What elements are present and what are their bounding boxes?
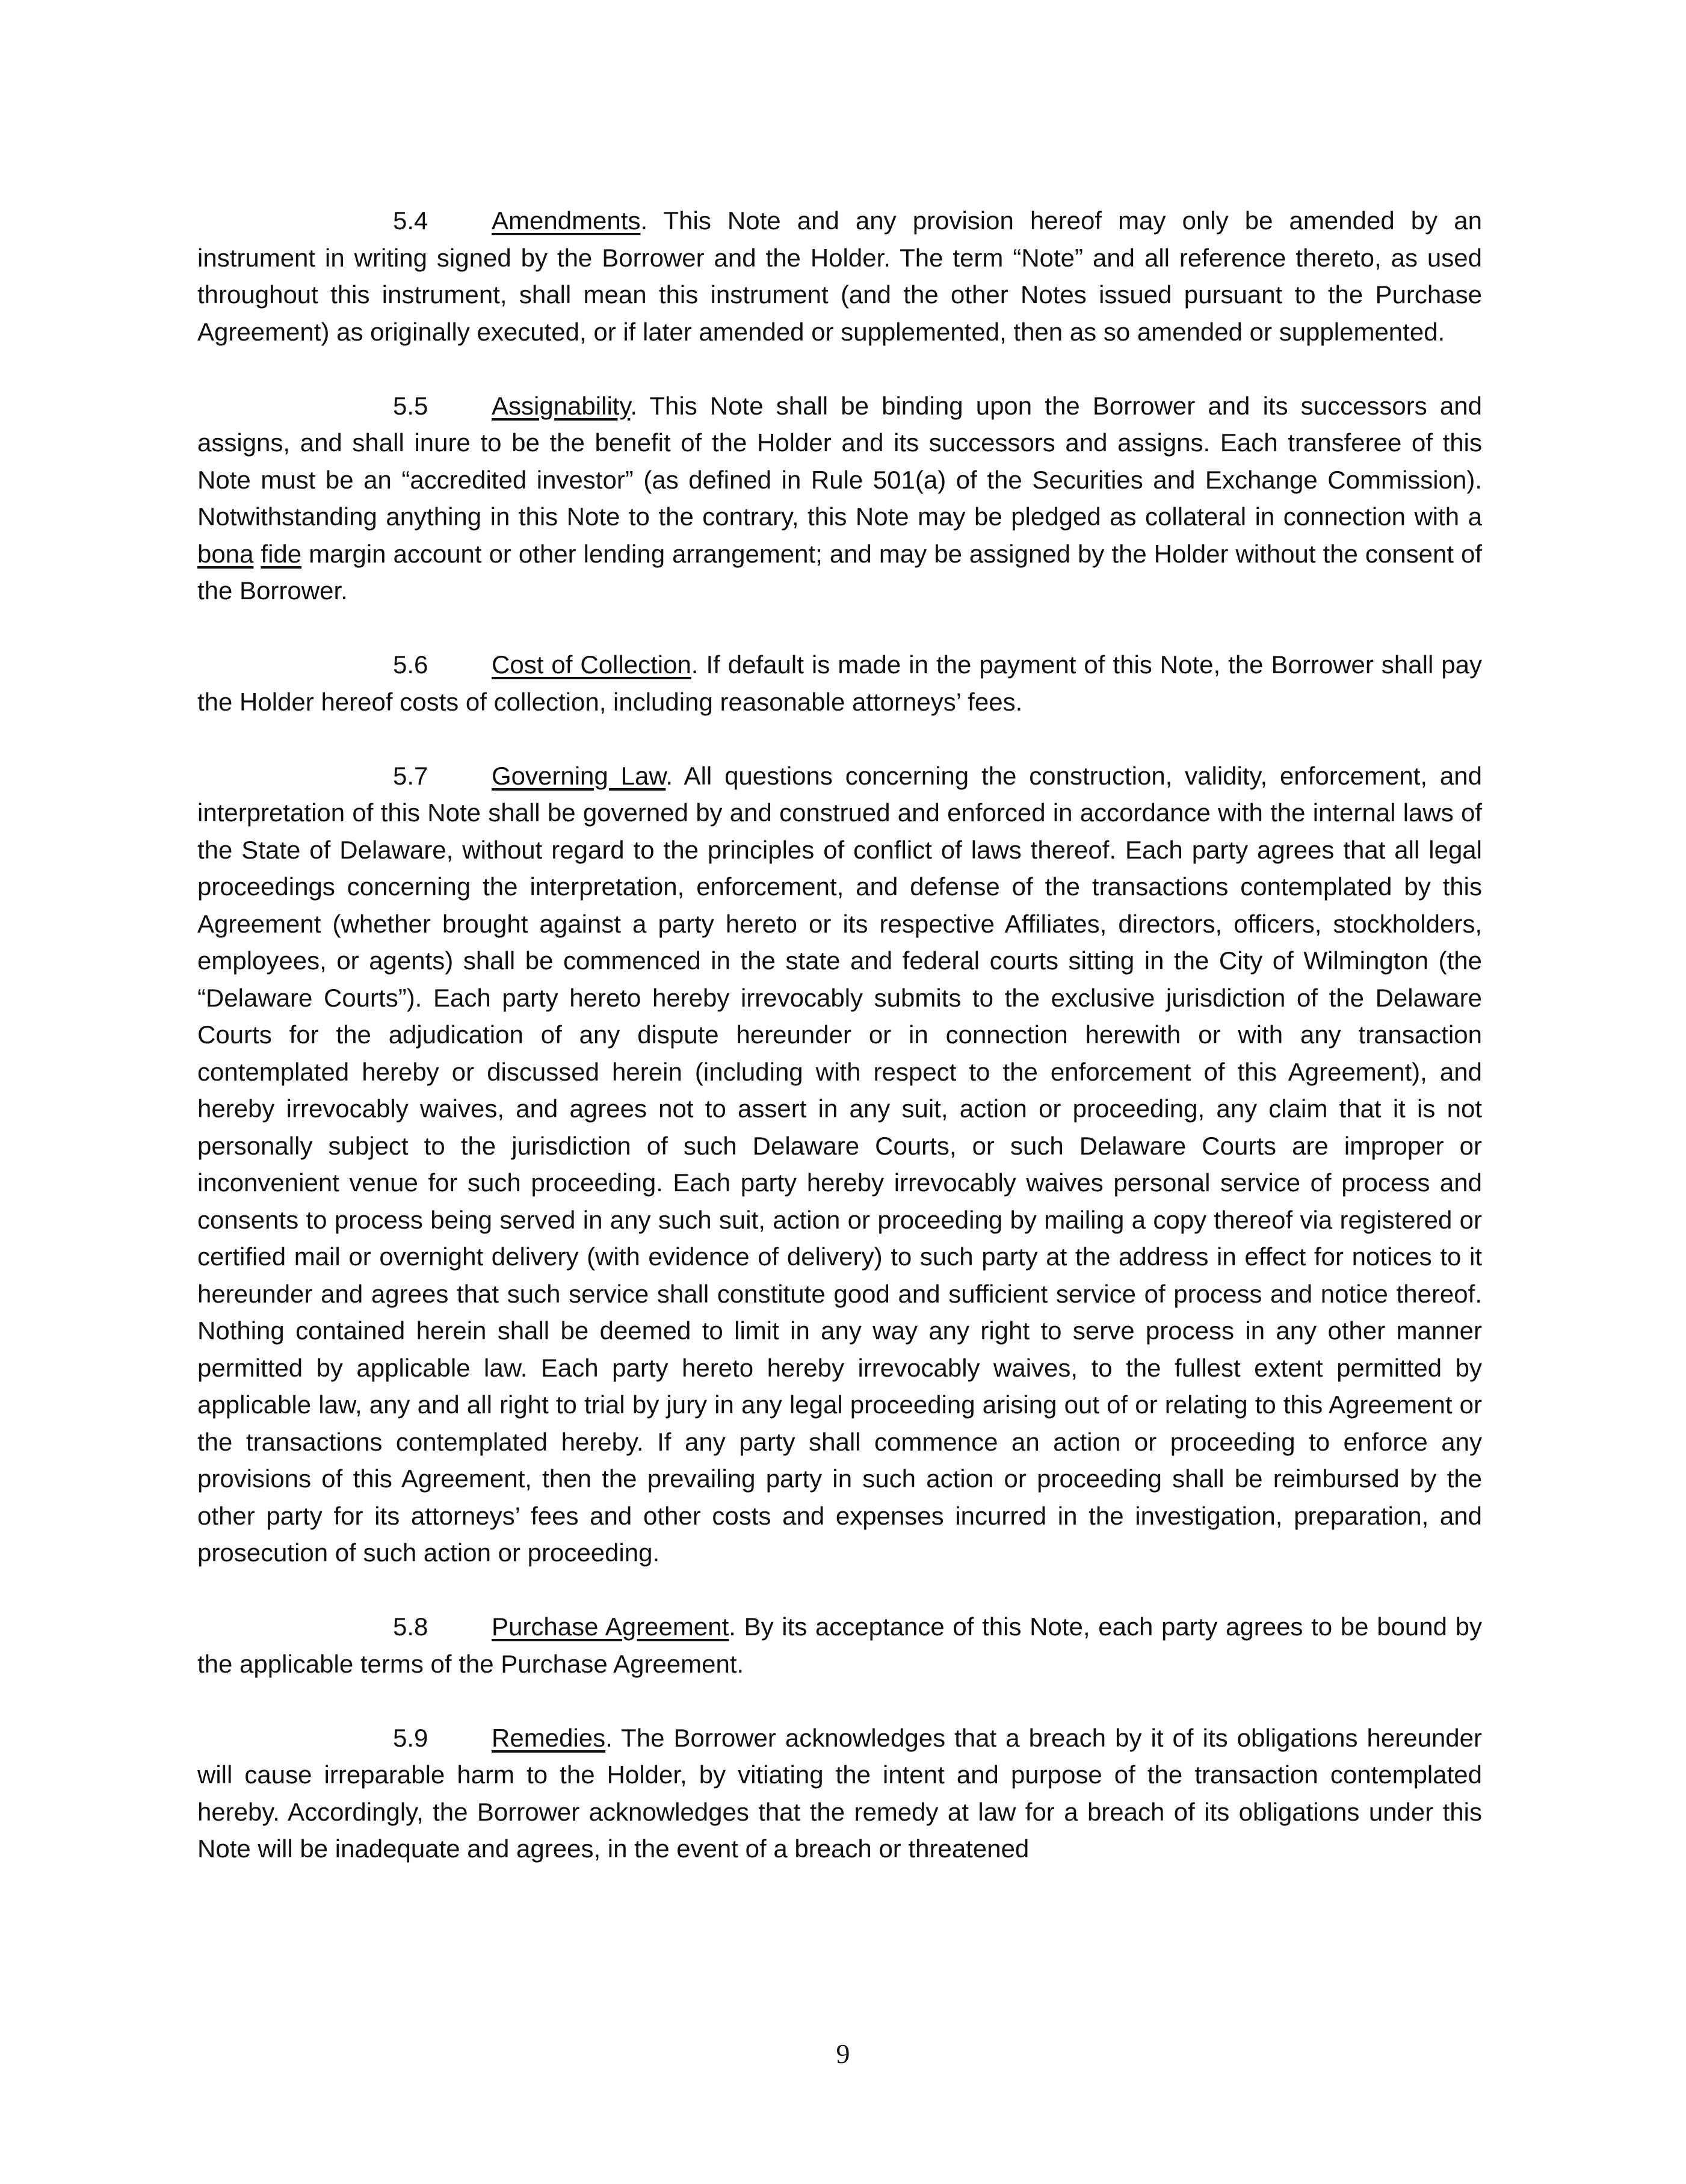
page-body: [197, 202, 1482, 1868]
section-heading: Amendments: [492, 206, 641, 235]
section-text-continued: margin account or other lending arrangement; and may be assigned by the Holder without the consent of the Borrower.: [197, 539, 1482, 605]
section-text: . If default is made in the payment of this Note, the Borrower shall pay the Holder hereof costs of collection, including reasonable attorneys’ fees.: [197, 650, 1482, 716]
section-text: . The Borrower acknowledges that a breach by it of its obligations hereunder will cause irreparable harm to the Holder, by vitiating the intent and purpose of the transaction contemplated hereby. Accordingly, the Borrower acknowledges that the remedy at law for a breach of its obligations under this Note will be inadequate and agrees, in the event of a breach or threatened: [197, 1723, 1482, 1863]
section-5-5: [197, 387, 1482, 609]
section-number: 5.9: [393, 1723, 428, 1752]
section-number: 5.6: [393, 650, 428, 679]
section-text: . This Note shall be binding upon the Borrower and its successors and assigns, and shall inure to be the benefit of the Holder and its successors and assigns. Each transferee of this Note must be an “accredited investor” (as defined in Rule 501(a) of the Securities and Exchange Commission). Notwithstanding anything in this Note to the contrary, this Note may be pledged as collateral in connection with a: [197, 391, 1482, 531]
section-5-8: [197, 1608, 1482, 1682]
section-5-7: [197, 757, 1482, 1572]
underlined-term-bona: bona: [197, 539, 254, 568]
section-heading: Remedies: [492, 1723, 606, 1752]
section-number: 5.5: [393, 391, 428, 420]
section-text: . By its acceptance of this Note, each party agrees to be bound by the applicable terms of the Purchase Agreement.: [197, 1612, 1483, 1678]
section-number: 5.7: [393, 761, 428, 790]
underlined-term-fide: fide: [261, 539, 302, 568]
section-heading: Cost of Collection: [492, 650, 691, 679]
section-text: . All questions concerning the construction, validity, enforcement, and interpretation of this Note shall be governed by and construed and enforced in accordance with the internal laws of the State of Delaware, without regard to the principles of conflict of laws thereof. Each party agrees that all legal proceedings concerning the interpretation, enforcement, and defense of the transactions contemplated by this Agreement (whether brought against a party hereto or its respective Affiliates, directors, officers, stockholders, employees, or agents) shall be commenced in the state and federal courts sitting in the City of Wilmington (the “Delaware Courts”). Each party hereto hereby irrevocably submits to the exclusive jurisdiction of the Delaware Courts for the adjudication of any dispute hereunder or in connection herewith or with any transaction contemplated hereby or discussed herein (including with respect to the enforcement of this Agreement), and hereby irrevocably waives, and agrees not to assert in any suit, action or proceeding, any claim that it is not personally subject to the jurisdiction of such Delaware Courts, or such Delaware Courts are improper or inconvenient venue for such proceeding. Each party hereby irrevocably waives personal service of process and consents to process being served in any such suit, action or proceeding by mailing a copy thereof via registered or certified mail or overnight delivery (with evidence of delivery) to such party at the address in effect for notices to it hereunder and agrees that such service shall constitute good and sufficient service of process and notice thereof. Nothing contained herein shall be deemed to limit in any way any right to serve process in any other manner permitted by applicable law. Each party hereto hereby irrevocably waives, to the fullest extent permitted by applicable law, any and all right to trial by jury in any legal proceeding arising out of or relating to this Agreement or the transactions contemplated hereby. If any party shall commence an action or proceeding to enforce any provisions of this Agreement, then the prevailing party in such action or proceeding shall be reimbursed by the other party for its attorneys’ fees and other costs and expenses incurred in the investigation, preparation, and prosecution of such action or proceeding.: [197, 761, 1482, 1567]
section-number: 5.4: [393, 206, 428, 235]
section-heading: Assignability: [492, 391, 631, 420]
section-heading: Governing Law: [492, 761, 666, 790]
section-text: . This Note and any provision hereof may only be amended by an instrument in writing signed by the Borrower and the Holder. The term “Note” and all reference thereto, as used throughout this instrument, shall mean this instrument (and the other Notes issued pursuant to the Purchase Agreement) as originally executed, or if later amended or supplemented, then as so amended or supplemented.: [197, 206, 1482, 346]
section-heading: Purchase Agreement: [492, 1612, 729, 1641]
section-5-4: [197, 202, 1482, 350]
section-number: 5.8: [393, 1612, 428, 1641]
page-number: 9: [836, 2038, 850, 2069]
section-5-6: [197, 646, 1482, 720]
section-5-9: [197, 1720, 1482, 1868]
